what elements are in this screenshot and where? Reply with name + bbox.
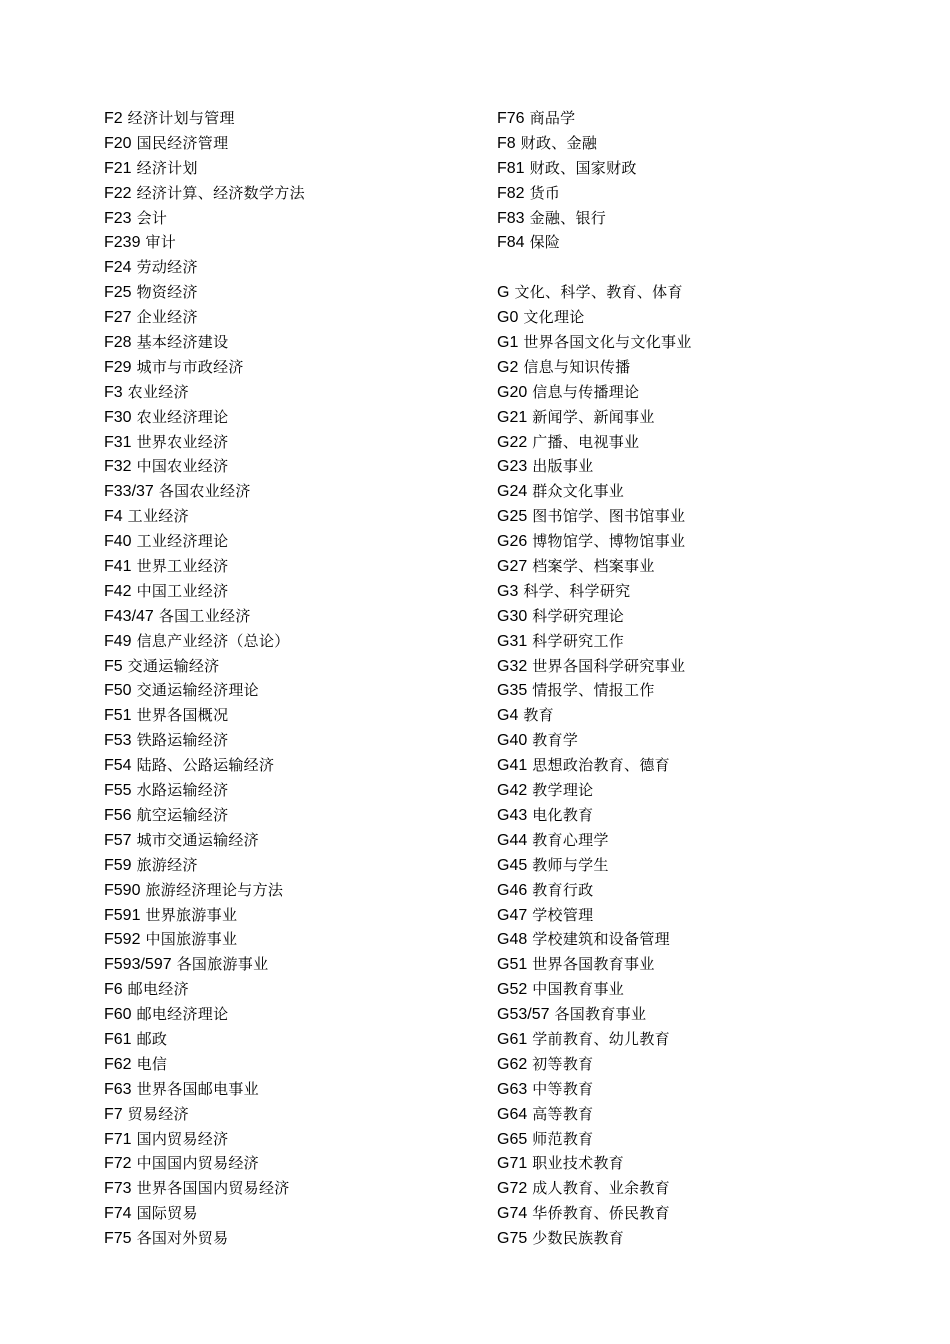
classification-code: F2 <box>104 110 123 127</box>
classification-entry <box>497 106 897 131</box>
classification-entry <box>497 405 897 430</box>
classification-label: 世界各国国内贸易经济 <box>136 1179 290 1198</box>
classification-entry <box>497 479 897 504</box>
classification-label: 货币 <box>529 183 561 202</box>
classification-label: 教育 <box>523 706 554 725</box>
left-column <box>104 106 484 1251</box>
classification-label: 各国教育事业 <box>554 1005 647 1024</box>
classification-label: 信息产业经济（总论） <box>136 631 290 650</box>
classification-label: 教育行政 <box>532 880 594 899</box>
classification-entry <box>497 206 897 231</box>
classification-entry <box>104 977 484 1002</box>
classification-code: G32 <box>497 657 528 675</box>
classification-label: 贸易经济 <box>127 1104 189 1123</box>
classification-entry <box>497 629 897 654</box>
classification-label: 世界各国教育事业 <box>532 955 655 974</box>
classification-entry <box>497 952 897 977</box>
classification-code: F72 <box>104 1155 132 1173</box>
classification-entry <box>104 678 484 703</box>
classification-code: G25 <box>497 508 528 526</box>
classification-code: F21 <box>104 159 132 177</box>
classification-code: G20 <box>497 383 528 401</box>
classification-label: 各国农业经济 <box>158 482 251 501</box>
classification-label: 经济计划与管理 <box>127 109 235 127</box>
classification-code: F30 <box>104 408 132 426</box>
classification-entry <box>497 678 897 703</box>
classification-code: F82 <box>497 184 525 202</box>
classification-entry <box>104 156 484 181</box>
classification-entry <box>497 330 897 355</box>
classification-label: 中国农业经济 <box>136 457 229 476</box>
classification-entry <box>497 554 897 579</box>
classification-entry <box>104 181 484 206</box>
classification-code: F59 <box>104 856 132 874</box>
classification-code: G48 <box>497 931 528 949</box>
classification-entry <box>104 952 484 977</box>
classification-label: 初等教育 <box>532 1054 594 1073</box>
classification-code: G <box>497 284 510 302</box>
classification-code: G30 <box>497 607 528 625</box>
classification-entry <box>497 255 897 280</box>
classification-label: 审计 <box>145 233 177 252</box>
classification-code: F83 <box>497 209 525 227</box>
classification-code: G74 <box>497 1205 528 1223</box>
classification-label: 学校管理 <box>532 905 594 924</box>
classification-code: G43 <box>497 806 528 824</box>
classification-label: 华侨教育、侨民教育 <box>532 1204 670 1223</box>
classification-label: 世界各国科学研究事业 <box>532 656 686 675</box>
classification-entry <box>104 1102 484 1127</box>
classification-code: F22 <box>104 184 132 202</box>
classification-label: 劳动经济 <box>136 258 198 277</box>
classification-label: 科学研究理论 <box>532 606 625 625</box>
classification-code: G65 <box>497 1130 528 1148</box>
classification-label: 企业经济 <box>136 308 198 327</box>
classification-code: F75 <box>104 1230 132 1248</box>
classification-entry <box>104 1002 484 1027</box>
classification-code: G42 <box>497 782 528 800</box>
classification-label: 世界旅游事业 <box>145 905 238 924</box>
classification-label: 保险 <box>529 233 561 252</box>
classification-label: 出版事业 <box>532 457 594 476</box>
classification-entry <box>497 454 897 479</box>
classification-label: 城市交通运输经济 <box>136 830 259 849</box>
classification-code: G44 <box>497 831 528 849</box>
classification-label: 图书馆学、图书馆事业 <box>532 507 686 526</box>
classification-code: F28 <box>104 334 132 352</box>
classification-entry <box>104 230 484 255</box>
classification-code: F27 <box>104 309 132 327</box>
classification-entry <box>497 927 897 952</box>
classification-entry <box>104 753 484 778</box>
classification-label: 农业经济理论 <box>136 407 229 426</box>
classification-entry <box>104 629 484 654</box>
classification-code: F24 <box>104 259 132 277</box>
classification-entry <box>497 430 897 455</box>
classification-entry <box>104 778 484 803</box>
classification-label: 陆路、公路运输经济 <box>136 756 275 775</box>
classification-label: 邮电经济 <box>127 980 189 999</box>
classification-code: F239 <box>104 234 141 252</box>
classification-entry <box>104 1052 484 1077</box>
classification-entry <box>104 1226 484 1251</box>
classification-entry <box>104 803 484 828</box>
classification-code: G46 <box>497 881 528 899</box>
classification-label: 世界各国邮电事业 <box>136 1079 259 1098</box>
classification-entry <box>497 305 897 330</box>
classification-label: 中国国内贸易经济 <box>136 1154 259 1173</box>
classification-code: F25 <box>104 284 132 302</box>
classification-label: 铁路运输经济 <box>136 731 229 750</box>
classification-code: G72 <box>497 1180 528 1198</box>
classification-label: 旅游经济 <box>136 855 198 874</box>
classification-code: G3 <box>497 582 519 600</box>
classification-code: F23 <box>104 209 132 227</box>
classification-code: F76 <box>497 110 525 127</box>
classification-code: F6 <box>104 981 123 999</box>
classification-label: 教师与学生 <box>532 855 609 874</box>
classification-label: 邮电经济理论 <box>136 1005 229 1024</box>
classification-code: G2 <box>497 358 519 376</box>
right-column <box>497 106 897 1251</box>
classification-entry <box>497 1127 897 1152</box>
classification-entry <box>497 579 897 604</box>
classification-label: 中等教育 <box>532 1079 594 1098</box>
classification-entry <box>497 131 897 156</box>
classification-entry <box>497 1226 897 1251</box>
classification-entry <box>104 903 484 928</box>
classification-entry <box>104 106 484 131</box>
classification-label: 国际贸易 <box>136 1204 198 1223</box>
classification-code: G26 <box>497 533 528 551</box>
classification-code: F57 <box>104 831 132 849</box>
classification-label: 高等教育 <box>532 1104 594 1123</box>
classification-code: G40 <box>497 732 528 750</box>
classification-label: 经济计划 <box>136 158 198 177</box>
classification-code: G4 <box>497 707 519 725</box>
classification-entry <box>104 1127 484 1152</box>
classification-label: 情报学、情报工作 <box>532 681 655 700</box>
classification-entry <box>104 878 484 903</box>
classification-entry <box>104 454 484 479</box>
classification-label: 国民经济管理 <box>136 133 229 152</box>
classification-code: G47 <box>497 906 528 924</box>
classification-label: 师范教育 <box>532 1129 594 1148</box>
classification-code: F84 <box>497 234 525 252</box>
classification-code: F591 <box>104 906 141 924</box>
classification-entry <box>104 1201 484 1226</box>
classification-label: 成人教育、业余教育 <box>532 1179 670 1198</box>
classification-code: G27 <box>497 558 528 576</box>
classification-entry <box>497 753 897 778</box>
classification-entry <box>104 430 484 455</box>
classification-entry <box>104 1176 484 1201</box>
classification-entry <box>104 927 484 952</box>
classification-label: 文化理论 <box>523 308 585 327</box>
classification-code: G1 <box>497 334 519 352</box>
classification-entry <box>497 230 897 255</box>
classification-code: F43/47 <box>104 607 154 625</box>
classification-entry <box>104 728 484 753</box>
classification-code: F71 <box>104 1130 132 1148</box>
classification-label: 交通运输经济 <box>127 656 220 675</box>
classification-entry <box>497 1102 897 1127</box>
classification-label: 学校建筑和设备管理 <box>532 930 670 949</box>
classification-label: 思想政治教育、德育 <box>532 756 670 775</box>
classification-code: F29 <box>104 358 132 376</box>
classification-code: F7 <box>104 1105 123 1123</box>
classification-entry <box>497 1201 897 1226</box>
classification-code: F593/597 <box>104 956 172 974</box>
classification-entry <box>104 554 484 579</box>
classification-label: 邮政 <box>136 1029 168 1048</box>
classification-code: G22 <box>497 433 528 451</box>
classification-code: F61 <box>104 1030 132 1048</box>
classification-entry <box>104 280 484 305</box>
classification-code: G24 <box>497 483 528 501</box>
classification-code: G21 <box>497 408 528 426</box>
classification-label: 各国对外贸易 <box>136 1229 229 1248</box>
classification-entry <box>497 156 897 181</box>
classification-entry <box>497 1002 897 1027</box>
classification-label: 教育学 <box>532 731 579 750</box>
classification-code: G53/57 <box>497 1006 550 1024</box>
classification-code: F5 <box>104 657 123 675</box>
classification-entry <box>104 479 484 504</box>
classification-entry <box>104 380 484 405</box>
classification-label: 信息与知识传播 <box>523 357 631 376</box>
classification-code: F8 <box>497 134 516 152</box>
classification-label: 经济计算、经济数学方法 <box>136 183 305 202</box>
classification-code: F31 <box>104 433 132 451</box>
classification-label: 学前教育、幼儿教育 <box>532 1029 670 1048</box>
classification-code: G61 <box>497 1030 528 1048</box>
classification-code: F32 <box>104 458 132 476</box>
classification-label: 财政、国家财政 <box>529 158 637 177</box>
classification-entry <box>104 579 484 604</box>
classification-entry <box>497 1077 897 1102</box>
classification-entry <box>104 330 484 355</box>
classification-label: 航空运输经济 <box>136 805 229 824</box>
classification-code: F74 <box>104 1205 132 1223</box>
classification-entry <box>104 1077 484 1102</box>
classification-label: 科学、科学研究 <box>523 581 631 600</box>
classification-label: 中国教育事业 <box>532 980 625 999</box>
classification-label: 少数民族教育 <box>532 1229 625 1248</box>
classification-entry <box>104 1027 484 1052</box>
classification-entry <box>104 405 484 430</box>
classification-code: F54 <box>104 757 132 775</box>
classification-entry <box>497 1027 897 1052</box>
classification-code: F62 <box>104 1055 132 1073</box>
classification-entry <box>497 604 897 629</box>
classification-code: F33/37 <box>104 483 154 501</box>
classification-entry <box>497 380 897 405</box>
classification-entry <box>497 853 897 878</box>
classification-code: G51 <box>497 956 528 974</box>
classification-code: G35 <box>497 682 528 700</box>
classification-code: G23 <box>497 458 528 476</box>
classification-label: 财政、金融 <box>520 133 598 152</box>
classification-label: 世界工业经济 <box>136 557 229 576</box>
classification-entry <box>497 903 897 928</box>
classification-label: 基本经济建设 <box>136 333 229 352</box>
classification-entry <box>104 1151 484 1176</box>
classification-code: F42 <box>104 582 132 600</box>
classification-entry <box>104 206 484 231</box>
classification-code: F50 <box>104 682 132 700</box>
classification-code: F63 <box>104 1080 132 1098</box>
classification-entry <box>104 828 484 853</box>
classification-code: F81 <box>497 159 525 177</box>
classification-code: G62 <box>497 1055 528 1073</box>
classification-code: G63 <box>497 1080 528 1098</box>
classification-code: G45 <box>497 856 528 874</box>
classification-code: G0 <box>497 309 519 327</box>
classification-code: F51 <box>104 707 132 725</box>
classification-label: 群众文化事业 <box>532 482 625 501</box>
classification-entry <box>497 703 897 728</box>
classification-code: G41 <box>497 757 528 775</box>
classification-label: 文化、科学、教育、体育 <box>514 283 683 302</box>
classification-entry <box>497 878 897 903</box>
classification-entry <box>497 280 897 305</box>
classification-label: 工业经济 <box>127 507 189 526</box>
classification-label: 各国工业经济 <box>158 606 251 625</box>
classification-code: G64 <box>497 1105 528 1123</box>
classification-code: F592 <box>104 931 141 949</box>
classification-entry <box>104 853 484 878</box>
classification-label: 信息与传播理论 <box>532 382 640 401</box>
classification-code: F40 <box>104 533 132 551</box>
classification-label: 档案学、档案事业 <box>532 557 655 576</box>
classification-entry <box>497 181 897 206</box>
classification-entry <box>497 355 897 380</box>
classification-entry <box>497 504 897 529</box>
classification-code: F4 <box>104 508 123 526</box>
classification-label: 金融、银行 <box>529 208 607 227</box>
classification-code: F590 <box>104 881 141 899</box>
classification-label: 工业经济理论 <box>136 532 229 551</box>
classification-label: 职业技术教育 <box>532 1154 625 1173</box>
classification-label: 中国工业经济 <box>136 581 229 600</box>
classification-entry <box>104 255 484 280</box>
classification-entry <box>497 728 897 753</box>
classification-entry <box>104 604 484 629</box>
classification-entry <box>497 1176 897 1201</box>
classification-label: 科学研究工作 <box>532 631 625 650</box>
classification-entry <box>104 703 484 728</box>
classification-label: 世界各国概况 <box>136 706 229 725</box>
classification-entry <box>497 803 897 828</box>
classification-label: 教育心理学 <box>532 830 609 849</box>
classification-code: F20 <box>104 134 132 152</box>
classification-code: F3 <box>104 383 123 401</box>
classification-entry <box>104 504 484 529</box>
classification-entry <box>104 131 484 156</box>
classification-code: G52 <box>497 981 528 999</box>
classification-entry <box>104 305 484 330</box>
classification-code: F41 <box>104 558 132 576</box>
classification-code: F73 <box>104 1180 132 1198</box>
classification-label: 广播、电视事业 <box>532 432 640 451</box>
classification-entry <box>497 654 897 679</box>
classification-code: G71 <box>497 1155 528 1173</box>
classification-entry <box>497 1052 897 1077</box>
classification-code: G31 <box>497 632 528 650</box>
classification-entry <box>497 529 897 554</box>
classification-code: F55 <box>104 782 132 800</box>
classification-code: F56 <box>104 806 132 824</box>
classification-code: F49 <box>104 632 132 650</box>
classification-label: 世界各国文化与文化事业 <box>523 333 692 352</box>
classification-label: 各国旅游事业 <box>176 955 269 974</box>
classification-entry <box>104 654 484 679</box>
classification-entry <box>497 828 897 853</box>
classification-label: 国内贸易经济 <box>136 1129 229 1148</box>
classification-label: 世界农业经济 <box>136 432 229 451</box>
classification-label: 电化教育 <box>532 805 594 824</box>
classification-entry <box>497 778 897 803</box>
classification-label: 博物馆学、博物馆事业 <box>532 532 686 551</box>
classification-label: 商品学 <box>529 109 576 127</box>
classification-label: 旅游经济理论与方法 <box>145 880 284 899</box>
classification-label: 中国旅游事业 <box>145 930 238 949</box>
classification-entry <box>497 1151 897 1176</box>
classification-code: G75 <box>497 1230 528 1248</box>
classification-label: 会计 <box>136 208 168 227</box>
classification-label: 教学理论 <box>532 781 594 800</box>
classification-label: 水路运输经济 <box>136 781 229 800</box>
classification-label: 物资经济 <box>136 283 198 302</box>
classification-entry <box>104 529 484 554</box>
classification-label: 交通运输经济理论 <box>136 681 259 700</box>
classification-label: 新闻学、新闻事业 <box>532 407 655 426</box>
classification-label: 农业经济 <box>127 382 189 401</box>
classification-label: 电信 <box>136 1054 168 1073</box>
classification-entry <box>104 355 484 380</box>
classification-code: F53 <box>104 732 132 750</box>
classification-entry <box>497 977 897 1002</box>
classification-code: F60 <box>104 1006 132 1024</box>
classification-label: 城市与市政经济 <box>136 357 244 376</box>
